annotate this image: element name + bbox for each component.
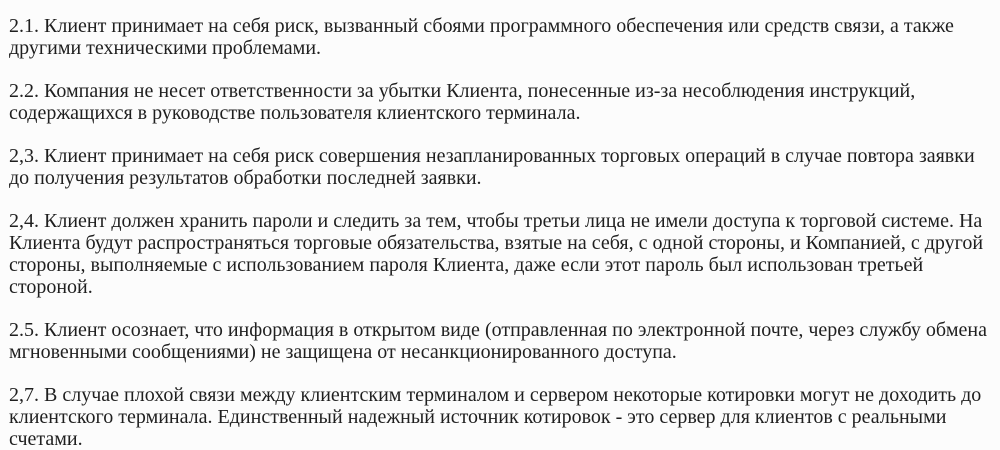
clause-2-7: 2,7. В случае плохой связи между клиентским терминалом и сервером некоторые котировки могут не доходить до клиентского терминала. Единственный надежный источник котировок - это сервер для клиентов с реальными счетами. xyxy=(9,384,982,450)
clause-2-5: 2.5. Клиент осознает, что информация в открытом виде (отправленная по электронной почте, через службу обмена мгновенными сообщениями) не защищена от несанкционированного доступа. xyxy=(9,319,987,363)
clause-2-4: 2,4. Клиент должен хранить пароли и следить за тем, чтобы третьи лица не имели доступа к торговой системе. На Клиента будут распространяться торговые обязательства, взятые на себя, с одной стороны, и Компанией, с другой стороны, выполняемые с использованием пароля Клиента, даже если этот пароль был использован третьей стороной. xyxy=(9,210,984,298)
clause-2-1: 2.1. Клиент принимает на себя риск, вызванный сбоями программного обеспечения или средств связи, а также другими техническими проблемами. xyxy=(9,15,954,59)
clause-2-2: 2.2. Компания не несет ответственности за убытки Клиента, понесенные из-за несоблюдения инструкций, содержащихся в руководстве пользователя клиентского терминала. xyxy=(9,80,916,124)
clause-2-3: 2,3. Клиент принимает на себя риск совершения незапланированных торговых операций в случае повтора заявки до получения результатов обработки последней заявки. xyxy=(9,145,975,189)
